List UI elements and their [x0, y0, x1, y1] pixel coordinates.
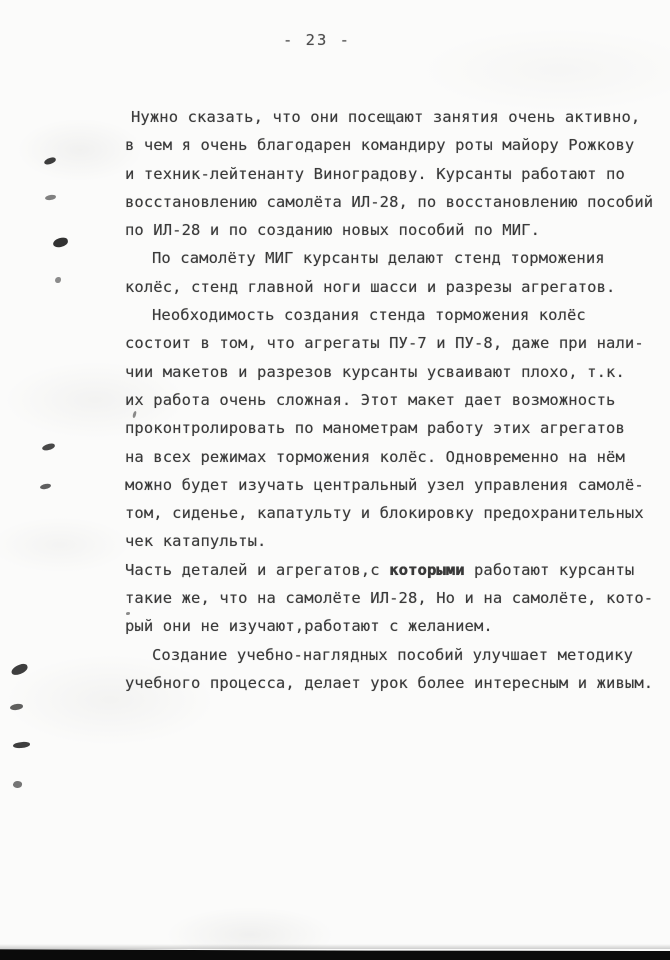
text-segment: работают курсанты: [464, 560, 635, 579]
page-number: - 23 -: [283, 31, 351, 49]
text-line: и техник-лейтенанту Виноградову. Курсанты работают по: [125, 164, 625, 183]
ink-smudge: [40, 483, 52, 489]
ink-smudge: [10, 662, 29, 676]
ink-smudge: [10, 703, 23, 710]
text-line: Нужно сказать, что они посещают занятия очень активно,: [131, 108, 641, 126]
text-line: чек катапульты.: [125, 532, 267, 551]
paragraph: [125, 301, 669, 556]
text-line: Необходимость создания стенда торможения колёс: [152, 306, 586, 325]
scan-edge-shadow: [0, 944, 670, 949]
typewritten-text: [125, 103, 669, 697]
ink-smudge: [12, 780, 22, 788]
emphasized-word: которыми: [389, 560, 465, 579]
text-line: [125, 556, 669, 584]
text-line: том, сиденье, капатульту и блокировку предохранительных: [125, 504, 644, 523]
text-line: такие же, что на самолёте ИЛ-28, Но и на самолёте, кото-: [125, 589, 654, 608]
ink-smudge: [52, 237, 68, 248]
paragraph: [125, 556, 669, 641]
ink-smudge: [45, 194, 56, 200]
ink-smudge: [55, 277, 61, 283]
text-line: их работа очень сложная. Этот макет дает возможность: [125, 390, 616, 409]
text-line: восстановлению самолёта ИЛ-28, по восстановлению пособий: [125, 192, 654, 211]
paragraph: [125, 244, 669, 301]
text-line: рый они не изучают,работают с желанием.: [125, 617, 493, 636]
text-line: в чем я очень благодарен командиру роты майору Рожкову: [125, 136, 635, 155]
text-line: учебного процесса, делает урок более интересным и живым.: [125, 673, 654, 692]
text-line: по ИЛ-28 и по созданию новых пособий по МИГ.: [125, 221, 540, 240]
text-line: чии макетов и разрезов курсанты усваивают плохо, т.к.: [125, 362, 625, 381]
text-line: на всех режимах торможения колёс. Одновременно на нём: [125, 447, 625, 466]
ink-smudge: [13, 742, 30, 749]
text-line: колёс, стенд главной ноги шасси и разрезы агрегатов.: [125, 277, 616, 296]
paragraph: [125, 641, 669, 698]
text-segment: Часть деталей и агрегатов,с: [125, 560, 390, 579]
scan-edge-black-bar: [0, 948, 670, 960]
text-line: состоит в том, что агрегаты ПУ-7 и ПУ-8, даже при нали-: [125, 334, 644, 353]
text-line: По самолёту МИГ курсанты делают стенд торможения: [152, 249, 605, 268]
ink-smudge: [43, 157, 56, 166]
text-line: можно будет изучать центральный узел управления самолё-: [125, 475, 644, 494]
ink-smudge: [42, 443, 56, 452]
text-line: Создание учебно-наглядных пособий улучшает методику: [152, 645, 634, 664]
paragraph: [125, 103, 669, 244]
text-line: проконтролировать по манометрам работу этих агрегатов: [125, 419, 625, 438]
